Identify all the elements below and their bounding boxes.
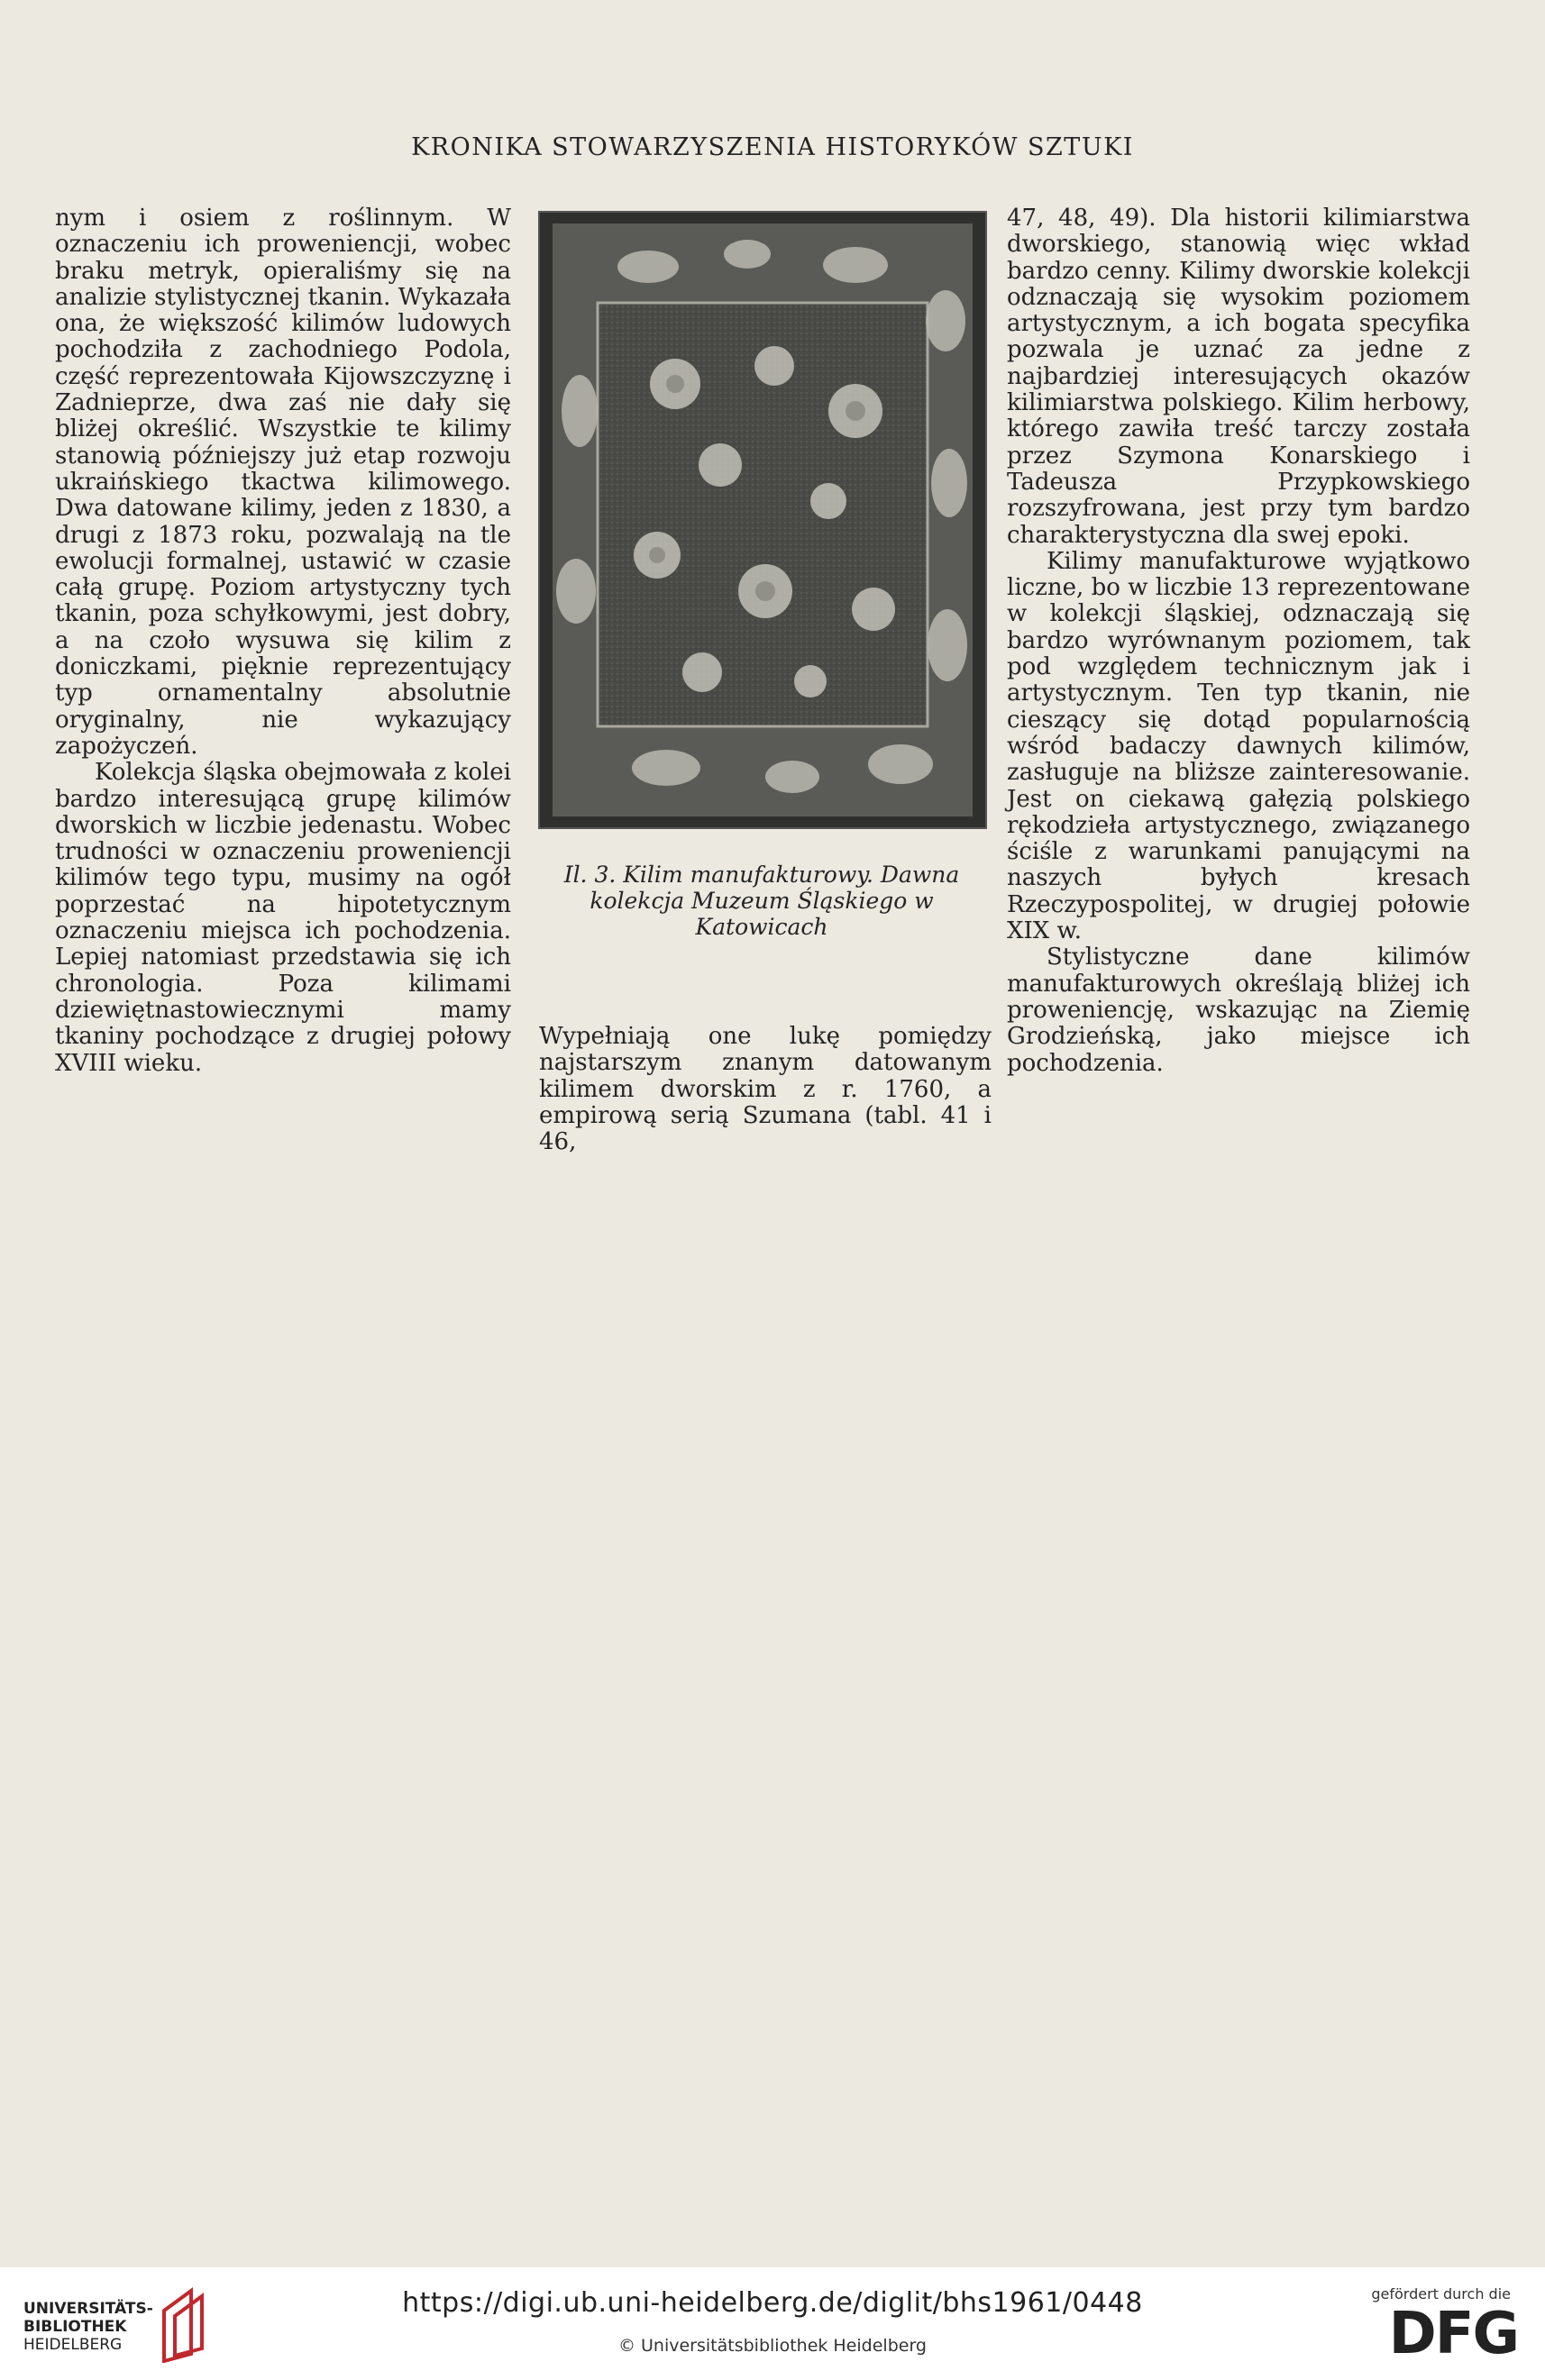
funding-label: gefördert durch die <box>1371 2285 1511 2302</box>
kilim-photograph <box>540 213 985 827</box>
paragraph: Kolekcja śląska obejmowała z kolei bardzo interesującą grupę kilimów dworskich w liczbie jedenastu. Wobec trudności w oznaczeniu proweniencji kilimów tego typu, musimy na ogół poprzestać na hipotetycznym oznaczeniu miejsca ich pochodzenia. Lepiej natomiast przedstawia się ich chronologia. Poza kilimami dziewiętnastowiecznymi mamy tkaniny pochodzące z drugiej połowy XVIII wieku. <box>55 759 511 1077</box>
figure-caption: Il. 3. Kilim manufakturowy. Dawna kolekcja Muzeum Śląskiego w Katowicach <box>563 862 960 940</box>
library-name-line: BIBLIOTHEK <box>23 2318 127 2336</box>
copyright-notice: © Universitätsbibliothek Heidelberg <box>617 2336 927 2356</box>
text-column-right <box>1007 205 1470 1077</box>
paragraph: Wypełniają one lukę pomiędzy najstarszym znanym datowanym kilimem dworskim z r. 1760, a empirową serią Szumana (tabl. 41 i 46, <box>539 1023 992 1156</box>
running-header: KRONIKA STOWARZYSZENIA HISTORYKÓW SZTUKI <box>411 133 1134 161</box>
paragraph: Kilimy manufakturowe wyjątkowo liczne, bo w liczbie 13 reprezentowane w kolekcji śląskiej, odznaczają się bardzo wyrównanym poziomem, tak pod względem technicznym jak i artystycznym. Ten typ tkanin, nie cieszący się dotąd popularnością wśród badaczy dawnych kilimów, zasługuje na bliższe zainteresowanie. Jest on ciekawą gałęzią polskiego rękodzieła artystycznego, związanego ściśle z warunkami panującymi na naszych byłych kresach Rzeczypospolitej, w drugiej połowie XIX w. <box>1007 547 1470 945</box>
viewer-footer <box>0 2267 1545 2380</box>
library-name-line: UNIVERSITÄTS- <box>23 2300 153 2318</box>
paragraph: Stylistyczne dane kilimów manufakturowych określają bliżej ich proweniencję, wskazując na Ziemię Grodzieńską, jako miejsce ich pochodzenia. <box>1007 944 1470 1077</box>
permalink-url[interactable]: https://digi.ub.uni-heidelberg.de/diglit/bhs1961/0448 <box>402 2287 1143 2319</box>
dfg-logo: DFG <box>1388 2301 1518 2367</box>
text-column-left <box>55 205 511 1077</box>
paragraph: nym i osiem z roślinnym. W oznaczeniu ich proweniencji, wobec braku metryk, opieraliśmy się na analizie stylistycznej tkanin. Wykazała ona, że większość kilimów ludowych pochodziła z zachodniego Podola, część reprezentowała Kijowszczyznę i Zadnieprze, dwa zaś nie dały się bliżej określić. Wszystkie te kilimy stanowią późniejszy już etap rozwoju ukraińskiego tkactwa kilimowego. Dwa datowane kilimy, jeden z 1830, a drugi z 1873 roku, pozwalają na tle ewolucji formalnej, ustawić w czasie całą grupę. Poziom artystyczny tych tkanin, poza schyłkowymi, jest dobry, a na czoło wysuwa się kilim z doniczkami, pięknie reprezentujący typ ornamentalny absolutnie oryginalny, nie wykazujący zapożyczeń. <box>55 205 511 760</box>
paragraph: 47, 48, 49). Dla historii kilimiarstwa dworskiego, stanowią więc wkład bardzo cenny. Kilimy dworskie kolekcji odznaczają się wysokim poziomem artystycznym, a ich bogata specyfika pozwala je uznać za jedne z najbardziej interesujących okazów kilimiarstwa polskiego. Kilim herbowy, którego zawiła treść tarczy została przez Szymona Konarskiego i Tadeusza Przypkowskiego rozszyfrowana, jest przy tym bardzo charakterystyczna dla swej epoki. <box>1007 205 1470 549</box>
text-column-middle <box>539 1024 992 1155</box>
library-name-line: HEIDELBERG <box>23 2336 123 2354</box>
